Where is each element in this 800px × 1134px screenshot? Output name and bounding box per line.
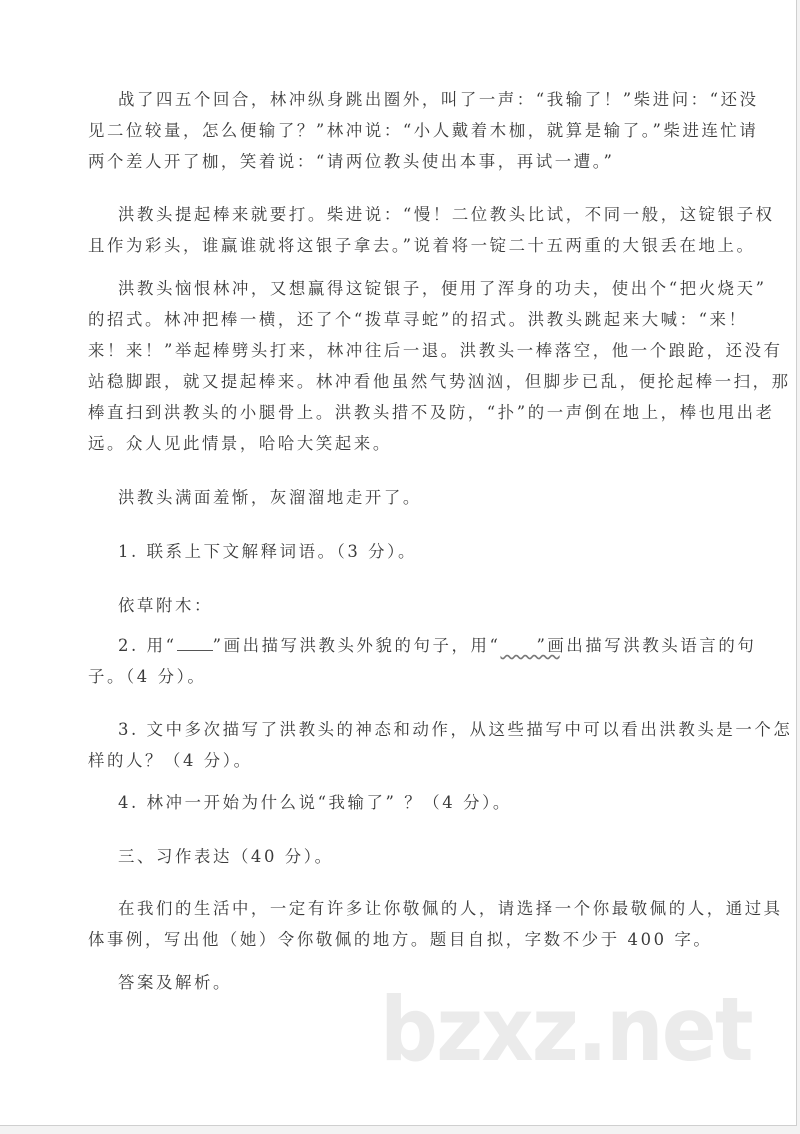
watermark: bzxz.net xyxy=(380,978,752,1081)
question-3-line-2: 样的人？（4 分）。 xyxy=(88,751,253,770)
paragraph-3-line-1: 洪教头恼恨林冲，又想赢得这锭银子，便用了浑身的功夫，使出个“把火烧天” xyxy=(118,279,767,298)
question-1-word: 依草附木： xyxy=(118,596,213,615)
paragraph-3-line-4: 站稳脚跟，就又提起棒来。林冲看他虽然气势汹汹，但脚步已乱，便抡起棒一扫，那 xyxy=(88,372,791,391)
question-4: 4. 林冲一开始为什么说“我输了” ？（4 分）。 xyxy=(118,793,512,812)
question-2-line-1 xyxy=(118,634,756,658)
paragraph-1-line-3: 两个差人开了枷，笑着说：“请两位教头使出本事，再试一遭。” xyxy=(88,152,615,171)
composition-prompt-line-2: 体事例，写出他（她）令你敬佩的地方。题目自拟，字数不少于 400 字。 xyxy=(88,930,713,949)
question-2-part-2: ”画出描写洪教头外貌的句子，用“ xyxy=(212,636,501,655)
paragraph-3-line-5: 棒直扫到洪教头的小腿骨上。洪教头措不及防，“扑”的一声倒在地上，棒也甩出老 xyxy=(88,403,775,422)
paragraph-3-line-6: 远。众人见此情景，哈哈大笑起来。 xyxy=(88,434,392,453)
paragraph-3-line-3: 来！来！”举起棒劈头打来，林冲往后一退。洪教头一棒落空，他一个踉跄，还没有 xyxy=(88,341,783,360)
paragraph-3-line-2: 的招式。林冲把棒一横，还了个“拨草寻蛇”的招式。洪教头跳起来大喊：“来！ xyxy=(88,310,748,329)
paragraph-2-line-2: 且作为彩头，谁赢谁就将这银子拿去。”说着将一锭二十五两重的大银丢在地上。 xyxy=(88,236,756,255)
question-2-part-3: ”画出描写洪教头语言的句 xyxy=(536,636,757,655)
wavy-underline-mark xyxy=(500,634,536,658)
composition-prompt-line-1: 在我们的生活中，一定有许多让你敬佩的人，请选择一个你最敬佩的人，通过具 xyxy=(118,899,783,918)
paragraph-1-line-1: 战了四五个回合，林冲纵身跳出圈外，叫了一声：“我输了！”柴进问：“还没 xyxy=(118,90,759,109)
question-1: 1. 联系上下文解释词语。（3 分）。 xyxy=(118,542,417,561)
paragraph-2-line-1: 洪教头提起棒来就要打。柴进说：“慢！二位教头比试，不同一般，这锭银子权 xyxy=(118,205,775,224)
straight-underline-mark xyxy=(177,636,213,651)
paragraph-4-line-1: 洪教头满面羞惭，灰溜溜地走开了。 xyxy=(118,488,422,507)
section-3-heading: 三、习作表达（40 分）。 xyxy=(118,847,334,866)
question-2-line-2: 子。（4 分）。 xyxy=(88,667,207,686)
paragraph-1-line-2: 见二位较量，怎么便输了？”林冲说：“小人戴着木枷，就算是输了。”柴进连忙请 xyxy=(88,121,759,140)
question-3-line-1: 3. 文中多次描写了洪教头的神态和动作，从这些描写中可以看出洪教头是一个怎 xyxy=(118,720,793,739)
question-2-part-1: 2. 用“ xyxy=(118,636,177,655)
answer-heading: 答案及解析。 xyxy=(118,973,232,992)
